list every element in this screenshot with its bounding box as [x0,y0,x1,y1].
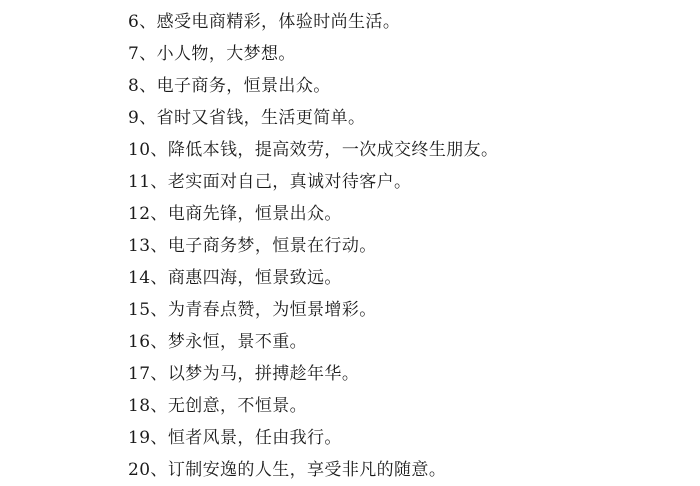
list-item: 16、梦永恒，景不重。 [128,332,308,352]
list-item: 11、老实面对自己，真诚对待客户。 [128,172,412,192]
list-item: 20、订制安逸的人生，享受非凡的随意。 [128,460,447,480]
list-item: 8、电子商务，恒景出众。 [128,76,331,96]
list-item: 13、电子商务梦，恒景在行动。 [128,236,377,256]
list-item: 19、恒者风景，任由我行。 [128,428,342,448]
list-item: 6、感受电商精彩，体验时尚生活。 [128,12,401,32]
list-item: 15、为青春点赞，为恒景增彩。 [128,300,377,320]
list-item: 18、无创意，不恒景。 [128,396,308,416]
list-item: 9、省时又省钱，生活更简单。 [128,108,366,128]
list-item: 10、降低本钱，提高效劳，一次成交终生朋友。 [128,140,499,160]
list-item: 17、以梦为马，拼搏趁年华。 [128,364,360,384]
list-item: 14、商惠四海，恒景致远。 [128,268,342,288]
list-item: 7、小人物，大梦想。 [128,44,296,64]
list-item: 12、电商先锋，恒景出众。 [128,204,342,224]
